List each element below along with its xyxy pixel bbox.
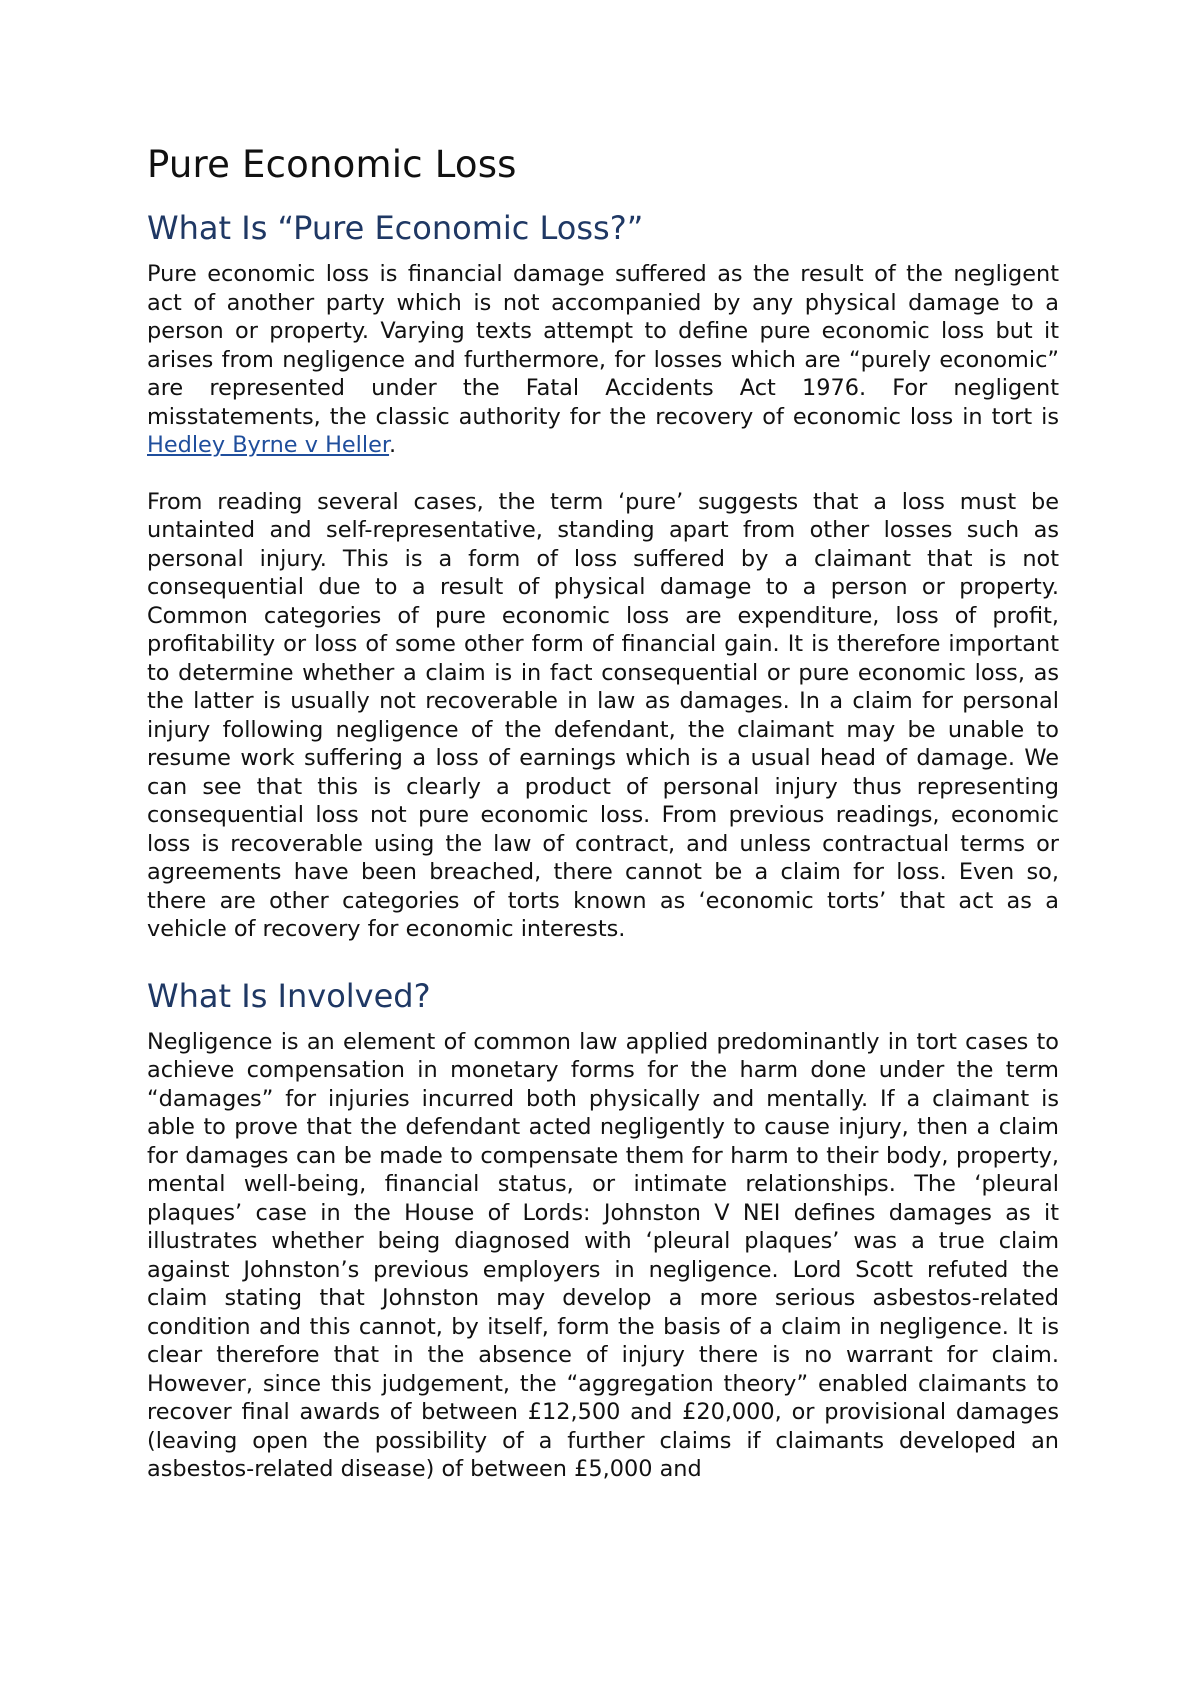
paragraph-definition-text: Pure economic loss is financial damage suffered as the result of the negligent act of another party which is not accompanied by any physical damage to a person or property. Varying texts attempt to define pure economic loss but it arises from negligence and furthermore, for losses which are “purely economic” are represented under the Fatal Accidents Act 1976. For negligent misstatements, the classic authority for the recovery of economic loss in tort is <box>147 261 1059 430</box>
section-heading-what-is-involved: What Is Involved? <box>147 976 431 1015</box>
section-heading-what-is-pure-economic-loss: What Is “Pure Economic Loss?” <box>147 209 644 247</box>
paragraph-pure-meaning: From reading several cases, the term ‘pure’ suggests that a loss must be untainted and self-representative, standing apart from other losses such as personal injury. This is a form of loss suffered by a claimant that is not consequential due to a result of physical damage to a person or property. Common categories of pure economic loss are expenditure, loss of profit, profitability or loss of some other form of financial gain. It is therefore important to determine whether a claim is in fact consequential or pure economic loss, as the latter is usually not recoverable in law as damages. In a claim for personal injury following negligence of the defendant, the claimant may be unable to resume work suffering a loss of earnings which is a usual head of damage. We can see that this is clearly a product of personal injury thus representing consequential loss not pure economic loss. From previous readings, economic loss is recoverable using the law of contract, and unless contractual terms or agreements have been breached, there cannot be a claim for loss. Even so, there are other categories of torts known as ‘economic torts’ that act as a vehicle of recovery for economic interests. <box>147 488 1059 942</box>
hedley-byrne-link[interactable]: Hedley Byrne v Heller <box>147 432 390 458</box>
paragraph-definition-end: . <box>389 432 397 458</box>
document-title: Pure Economic Loss <box>147 143 517 186</box>
paragraph-definition <box>147 260 1059 460</box>
paragraph-negligence: Negligence is an element of common law applied predominantly in tort cases to achieve compensation in monetary forms for the harm done under the term “damages” for injuries incurred both physically and mentally. If a claimant is able to prove that the defendant acted negligently to cause injury, then a claim for damages can be made to compensate them for harm to their body, property, mental well-being, financial status, or intimate relationships. The ‘pleural plaques’ case in the House of Lords: Johnston V NEI defines damages as it illustrates whether being diagnosed with ‘pleural plaques’ was a true claim against Johnston’s previous employers in negligence. Lord Scott refuted the claim stating that Johnston may develop a more serious asbestos-related condition and this cannot, by itself, form the basis of a claim in negligence. It is clear therefore that in the absence of injury there is no warrant for claim. However, since this judgement, the “aggregation theory” enabled claimants to recover final awards of between £12,500 and £20,000, or provisional damages (leaving open the possibility of a further claims if claimants developed an asbestos-related disease) of between £5,000 and <box>147 1028 1059 1482</box>
document-page <box>147 138 1059 1484</box>
